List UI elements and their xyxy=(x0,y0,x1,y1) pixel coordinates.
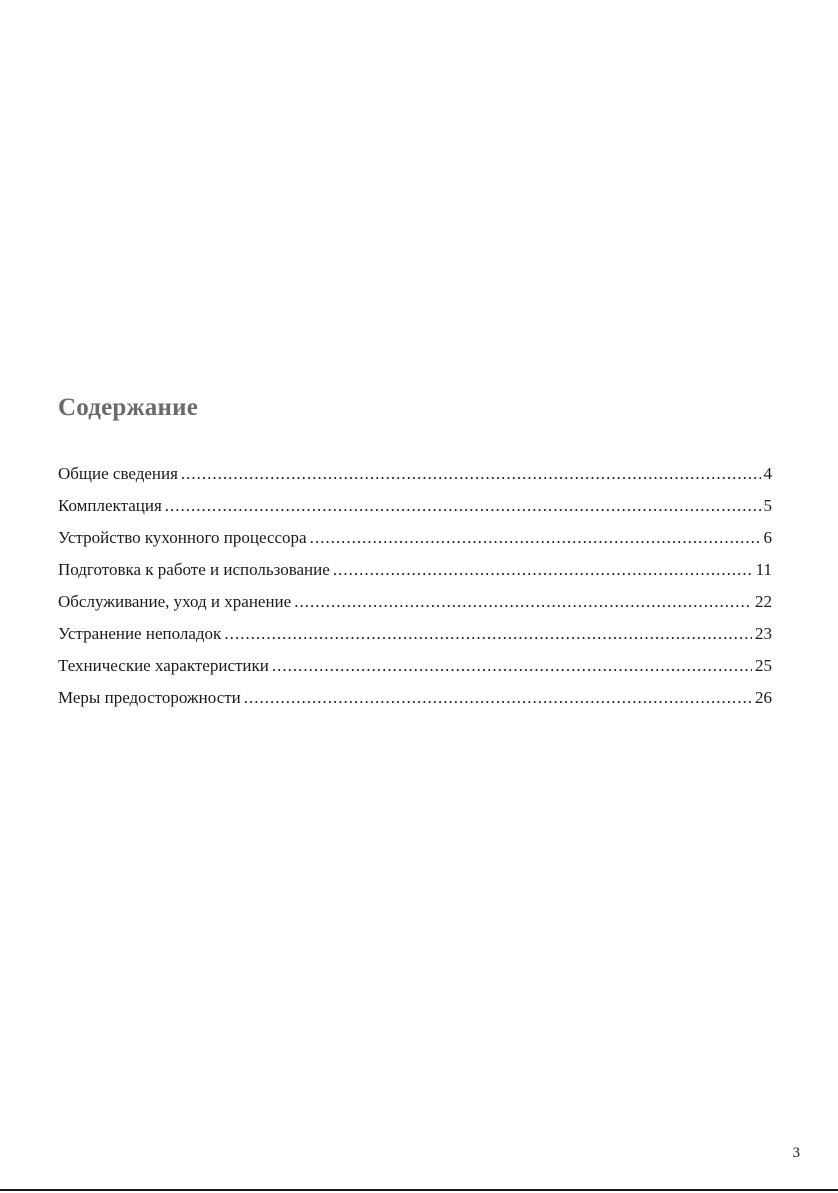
toc-entry-device-structure[interactable] xyxy=(58,526,772,558)
toc-entry-label: Подготовка к работе и использование xyxy=(58,560,330,579)
toc-entry-safety-precautions[interactable] xyxy=(58,686,772,718)
toc-entry-label: Комплектация xyxy=(58,496,162,515)
dot-leader xyxy=(272,654,752,678)
toc-entry-package-contents[interactable] xyxy=(58,494,772,526)
page-number: 3 xyxy=(792,1145,800,1161)
toc-entry-page: 22 xyxy=(755,592,772,611)
toc-entry-label: Меры предосторожности xyxy=(58,688,241,707)
toc-entry-preparation-and-use[interactable] xyxy=(58,558,772,590)
toc-entry-label: Устранение неполадок xyxy=(58,624,222,643)
toc-title: Содержание xyxy=(58,394,199,421)
toc-entry-page: 6 xyxy=(763,528,772,547)
toc-entry-page: 26 xyxy=(755,688,772,707)
toc-entry-page: 25 xyxy=(755,656,772,675)
toc-entry-general-info[interactable] xyxy=(58,462,772,494)
dot-leader xyxy=(333,558,753,582)
toc-entry-label: Общие сведения xyxy=(58,464,178,483)
dot-leader xyxy=(165,494,761,518)
bottom-rule xyxy=(0,1189,838,1191)
toc-entry-troubleshooting[interactable] xyxy=(58,622,772,654)
toc-entry-technical-specs[interactable] xyxy=(58,654,772,686)
toc-entry-label: Технические характеристики xyxy=(58,656,269,675)
toc-entry-page: 5 xyxy=(763,496,772,515)
dot-leader xyxy=(294,590,752,614)
toc-list xyxy=(58,462,772,718)
dot-leader xyxy=(244,686,752,710)
dot-leader xyxy=(181,462,761,486)
toc-entry-label: Устройство кухонного процессора xyxy=(58,528,307,547)
dot-leader xyxy=(224,622,752,646)
toc-entry-maintenance-care-storage[interactable] xyxy=(58,590,772,622)
dot-leader xyxy=(310,526,761,550)
toc-entry-page: 4 xyxy=(763,464,772,483)
toc-entry-label: Обслуживание, уход и хранение xyxy=(58,592,292,611)
toc-entry-page: 11 xyxy=(755,560,772,579)
toc-entry-page: 23 xyxy=(755,624,772,643)
